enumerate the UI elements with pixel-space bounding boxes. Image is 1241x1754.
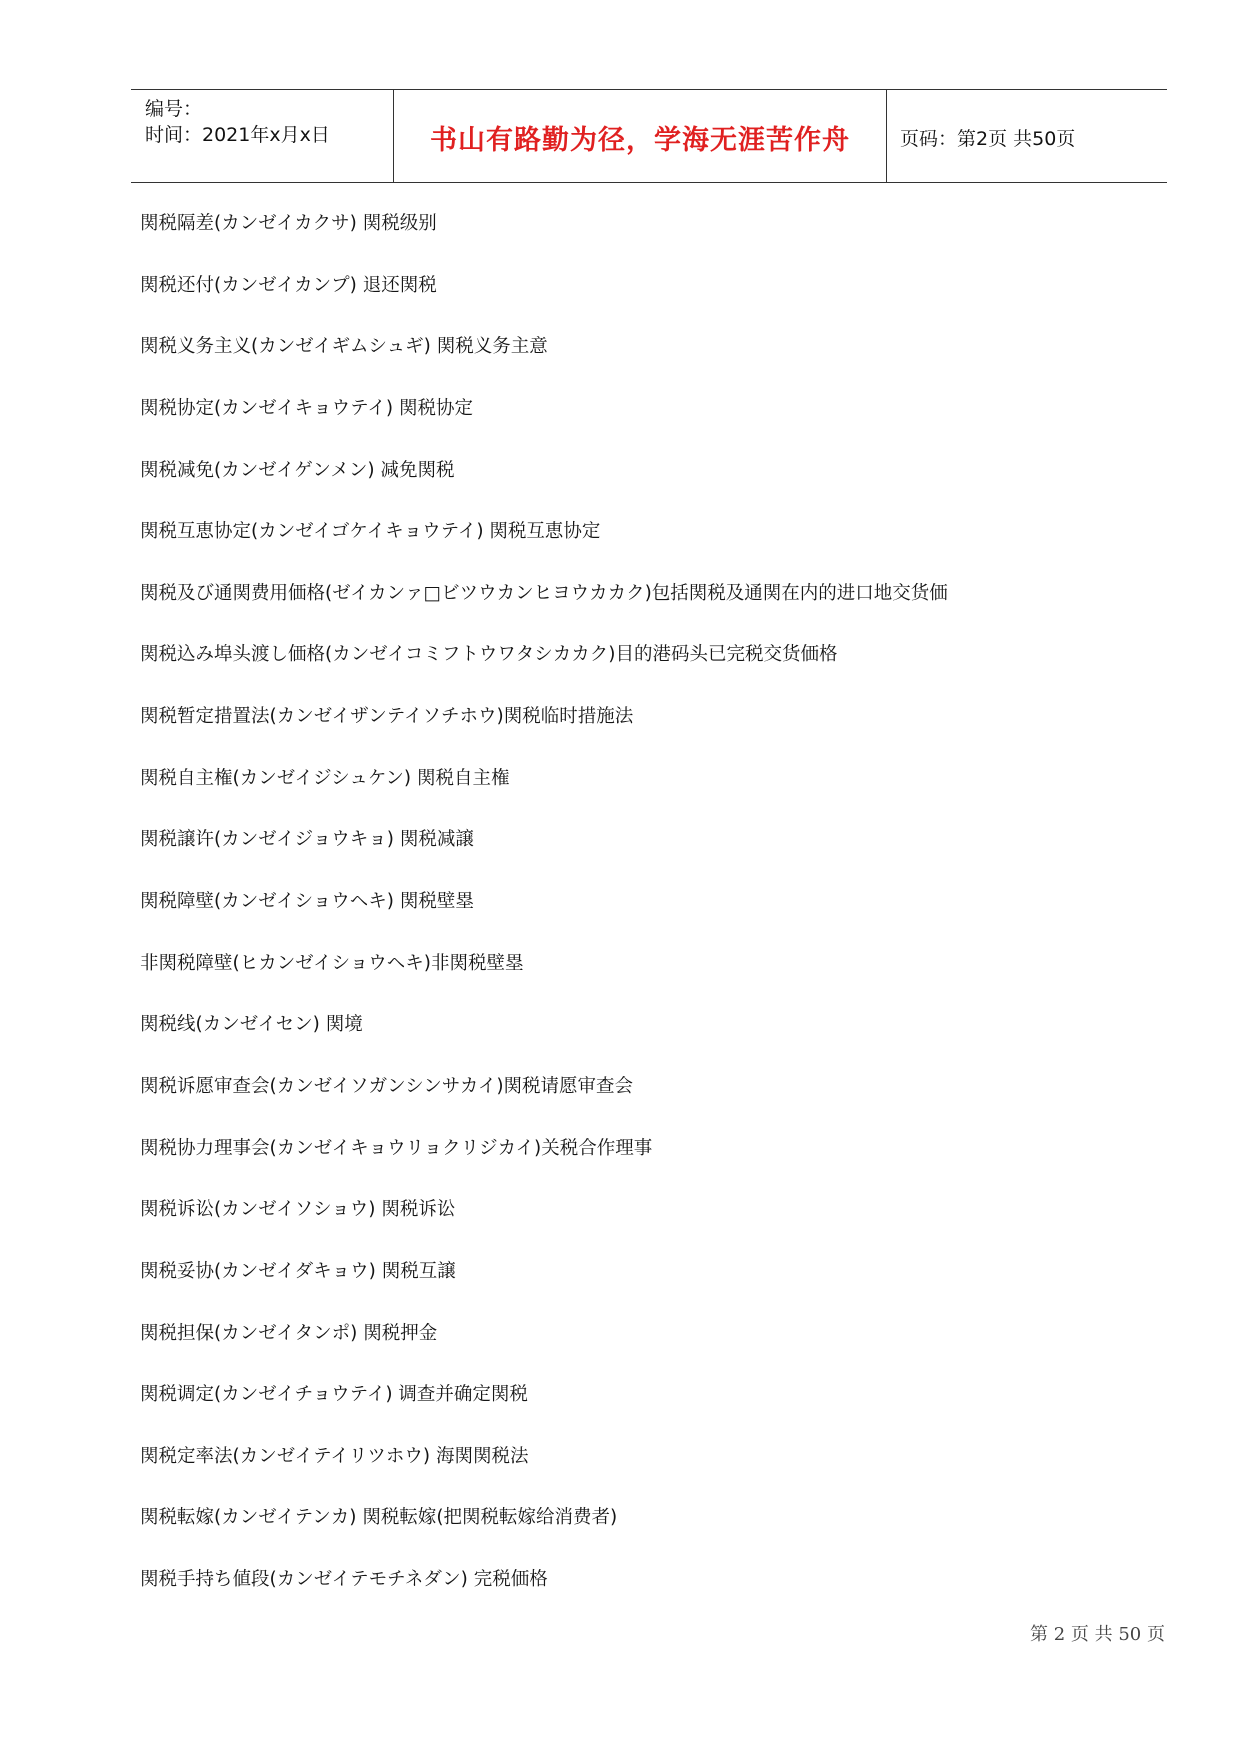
glossary-entry: 関税诉愿审查会(カンゼイソガンシンサカイ)関税请愿审查会 [140,1075,634,1097]
glossary-entry: 関税互恵协定(カンゼイゴケイキョウテイ) 関税互恵协定 [140,521,601,543]
glossary-entry: 関税障壁(カンゼイショウヘキ) 関税壁塁 [140,891,474,913]
glossary-entry: 関税妥协(カンゼイダキョウ) 関税互譲 [140,1260,456,1282]
glossary-entry: 関税协定(カンゼイキョウテイ) 関税协定 [140,397,473,419]
glossary-entry: 関税譲许(カンゼイジョウキョ) 関税减譲 [140,829,474,851]
glossary-entry: 関税协力理事会(カンゼイキョウリョクリジカイ)关税合作理事 [140,1137,653,1159]
glossary-list [140,212,1180,1630]
glossary-entry: 関税自主権(カンゼイジシュケン) 関税自主権 [140,767,510,789]
glossary-entry: 関税定率法(カンゼイテイリツホウ) 海関関税法 [140,1445,529,1467]
glossary-entry: 関税义务主义(カンゼイギムシュギ) 関税义务主意 [140,336,548,358]
glossary-entry: 関税线(カンゼイセン) 関境 [140,1014,363,1036]
glossary-entry: 関税及び通関费用価格(ゼイカンァ□ビツウカンヒヨウカカク)包括関税及通関在内的进口地交货価 [140,582,948,604]
page-footer: 第 2 页 共 50 页 [1030,1624,1165,1645]
glossary-entry: 関税暂定措置法(カンゼイザンテイソチホウ)関税临时措施法 [140,706,634,728]
glossary-entry: 関税诉讼(カンゼイソショウ) 関税诉讼 [140,1199,456,1221]
header-motto-cell [394,90,887,182]
glossary-entry: 関税调定(カンゼイチョウテイ) 调查并确定関税 [140,1384,528,1406]
document-number-label: 编号： [145,98,203,120]
glossary-entry: 関税减免(カンゼイゲンメン) 减免関税 [140,459,455,481]
header-page-cell [887,90,1167,182]
glossary-entry: 非関税障壁(ヒカンゼイショウヘキ)非関税壁塁 [140,952,524,974]
glossary-entry: 関税転嫁(カンゼイテンカ) 関税転嫁(把関税転嫁给消费者) [140,1507,618,1529]
glossary-entry: 関税隔差(カンゼイカクサ) 関税级别 [140,213,437,234]
header-motto: 书山有路勤为径，学海无涯苦作舟 [430,125,850,156]
glossary-entry: 関税込み埠头渡し価格(カンゼイコミフトウワタシカカク)目的港码头已完税交货価格 [140,644,838,666]
header-meta-cell [131,90,394,182]
glossary-entry: 関税担保(カンゼイタンポ) 関税押金 [140,1322,438,1344]
glossary-entry: 関税手持ち値段(カンゼイテモチネダン) 完税価格 [140,1569,548,1591]
header-page-info: 页码：第2页 共50页 [900,128,1076,150]
glossary-entry: 関税还付(カンゼイカンプ) 退还関税 [140,274,437,296]
document-time-label: 时间：2021年x月x日 [145,124,330,146]
page-header [131,89,1167,183]
